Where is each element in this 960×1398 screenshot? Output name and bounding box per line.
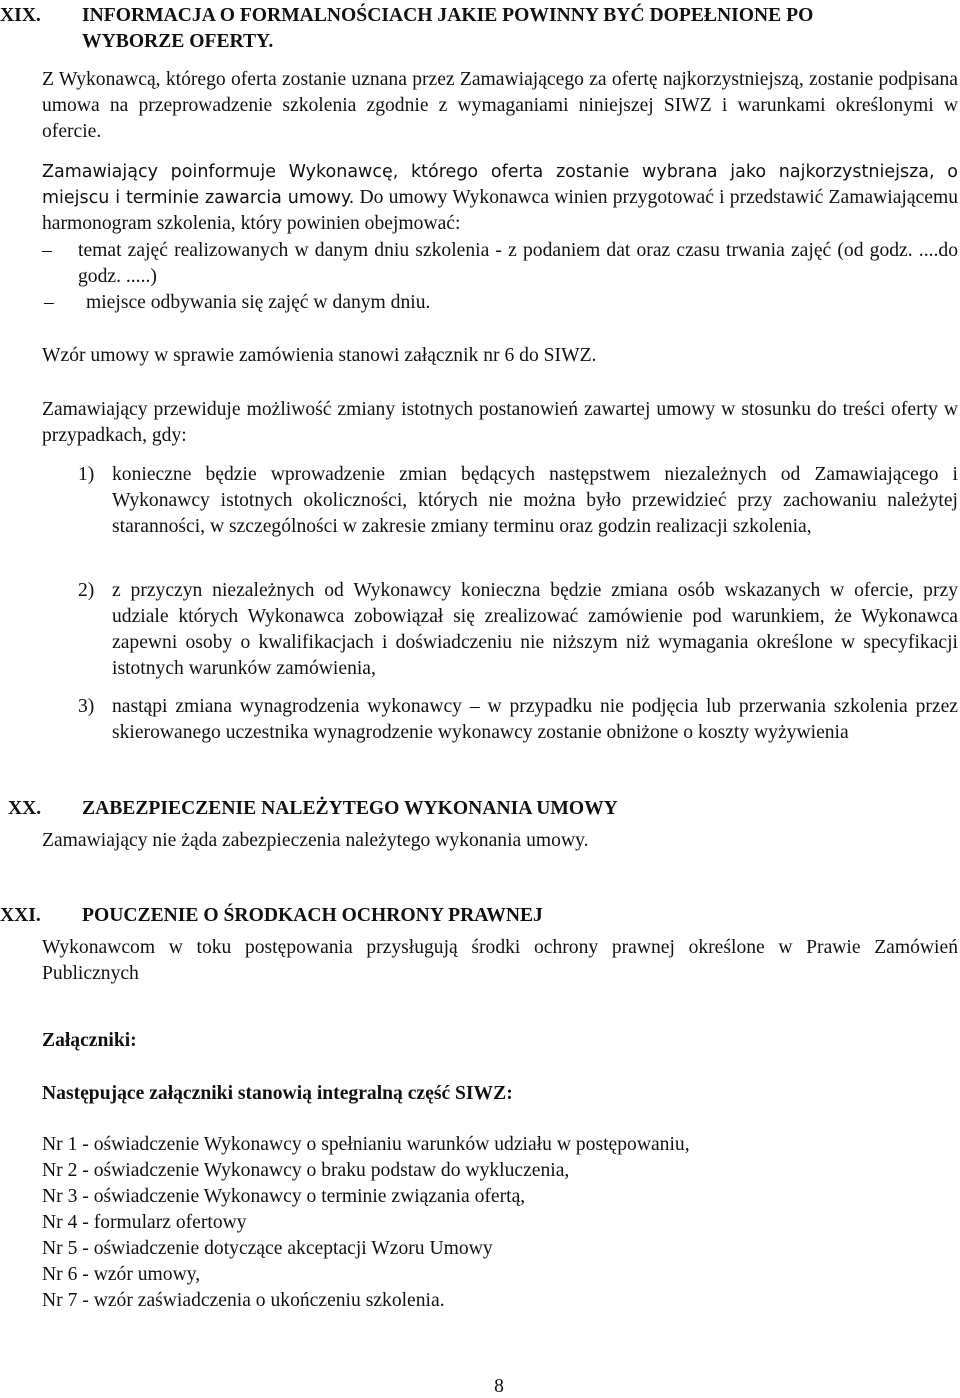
condition-text: nastąpi zmiana wynagrodzenia wykonawcy – w przypadku nie podjęcia lub przerwania szkolenia przez skierowanego uczestnika wynagrodzenie wykonawcy zostanie obniżone o koszty wyżywienia bbox=[112, 696, 958, 743]
section-title bbox=[82, 3, 958, 55]
condition-number: 3) bbox=[78, 696, 95, 717]
condition-item bbox=[78, 578, 958, 682]
condition-item bbox=[78, 694, 958, 746]
attachments-heading: Załączniki: bbox=[42, 1030, 137, 1051]
schedule-item bbox=[42, 238, 958, 290]
schedule-text: Do umowy Wykonawca winien przygotować i przedstawić Zamawiającemu harmonogram szkolenia, który powinien obejmować: bbox=[42, 187, 958, 234]
notification-text: Zamawiający poinformuje Wykonawcę, którego oferta zostanie wybrana jako najkorzystniejsza, o miejscu i terminie zawarcia umowy. bbox=[42, 162, 958, 208]
section-number: XXI. bbox=[0, 905, 41, 926]
attachment-item: Nr 4 - formularz ofertowy bbox=[42, 1212, 247, 1233]
notification-paragraph bbox=[42, 159, 958, 237]
attachment-item: Nr 2 - oświadczenie Wykonawcy o braku podstaw do wykluczenia, bbox=[42, 1160, 570, 1181]
contract-paragraph: Z Wykonawcą, którego oferta zostanie uznana przez Zamawiającego za ofertę najkorzystniejszą, zostanie podpisana umowa na przeprowadzenie szkolenia zgodnie z wymaganiami niniejszej SIWZ i warunkami określonymi w ofercie. bbox=[42, 69, 958, 142]
legal-remedies-paragraph: Wykonawcom w toku postępowania przysługują środki ochrony prawnej określone w Prawie Zamówień Publicznych bbox=[42, 937, 958, 984]
section-title-line1: INFORMACJA O FORMALNOŚCIACH JAKIE POWINNY BYĆ DOPEŁNIONE PO bbox=[82, 5, 814, 26]
section-20-heading bbox=[0, 796, 958, 822]
condition-text: z przyczyn niezależnych od Wykonawcy konieczna będzie zmiana osób wskazanych w ofercie, przy udziale których Wykonawca zobowiązał się zrealizować zamówienie pod warunkiem, że Wykonawca zapewni osoby o kwalifikacjach i doświadczeniu nie niższym niż wymagania określone w specyfikacji istotnych warunków zamówienia, bbox=[112, 580, 958, 679]
dash-bullet: – bbox=[44, 292, 54, 313]
condition-number: 2) bbox=[78, 580, 95, 601]
condition-number: 1) bbox=[78, 464, 95, 485]
security-paragraph: Zamawiający nie żąda zabezpieczenia należytego wykonania umowy. bbox=[42, 830, 589, 851]
attachment-item: Nr 7 - wzór zaświadczenia o ukończeniu szkolenia. bbox=[42, 1290, 445, 1311]
section-19-heading bbox=[0, 3, 958, 55]
attachments-subheading: Następujące załączniki stanowią integralną część SIWZ: bbox=[42, 1083, 513, 1104]
attachment-item: Nr 5 - oświadczenie dotyczące akceptacji Wzoru Umowy bbox=[42, 1238, 493, 1259]
attachment-item: Nr 6 - wzór umowy, bbox=[42, 1264, 201, 1285]
schedule-item-text: temat zajęć realizowanych w danym dniu szkolenia - z podaniem dat oraz czasu trwania zajęć (od godz. ....do godz. .....) bbox=[78, 240, 958, 287]
condition-text: konieczne będzie wprowadzenie zmian będących następstwem niezależnych od Zamawiającego i Wykonawcy istotnych okoliczności, których nie można było przewidzieć przy zachowaniu należytej staranności, w szczególności w zakresie zmiany terminu oraz godzin realizacji szkolenia, bbox=[112, 464, 958, 537]
attachment-item: Nr 1 - oświadczenie Wykonawcy o spełnianiu warunków udziału w postępowaniu, bbox=[42, 1134, 690, 1155]
section-number: XIX. bbox=[0, 5, 41, 26]
condition-item bbox=[78, 462, 958, 540]
section-title: POUCZENIE O ŚRODKACH OCHRONY PRAWNEJ bbox=[82, 905, 543, 926]
page-number: 8 bbox=[494, 1376, 504, 1397]
section-title-line2: WYBORZE OFERTY. bbox=[82, 31, 274, 52]
section-title: ZABEZPIECZENIE NALEŻYTEGO WYKONANIA UMOWY bbox=[82, 798, 618, 819]
section-21-heading bbox=[0, 903, 958, 929]
section-number: XX. bbox=[8, 798, 42, 819]
contract-template-paragraph: Wzór umowy w sprawie zamówienia stanowi załącznik nr 6 do SIWZ. bbox=[42, 345, 597, 366]
amendment-intro: Zamawiający przewiduje możliwość zmiany istotnych postanowień zawartej umowy w stosunku do treści oferty w przypadkach, gdy: bbox=[42, 399, 958, 446]
attachment-item: Nr 3 - oświadczenie Wykonawcy o terminie związania ofertą, bbox=[42, 1186, 526, 1207]
dash-bullet: – bbox=[42, 240, 52, 261]
schedule-item bbox=[44, 290, 960, 316]
schedule-item-text: miejsce odbywania się zajęć w danym dniu. bbox=[86, 292, 431, 313]
